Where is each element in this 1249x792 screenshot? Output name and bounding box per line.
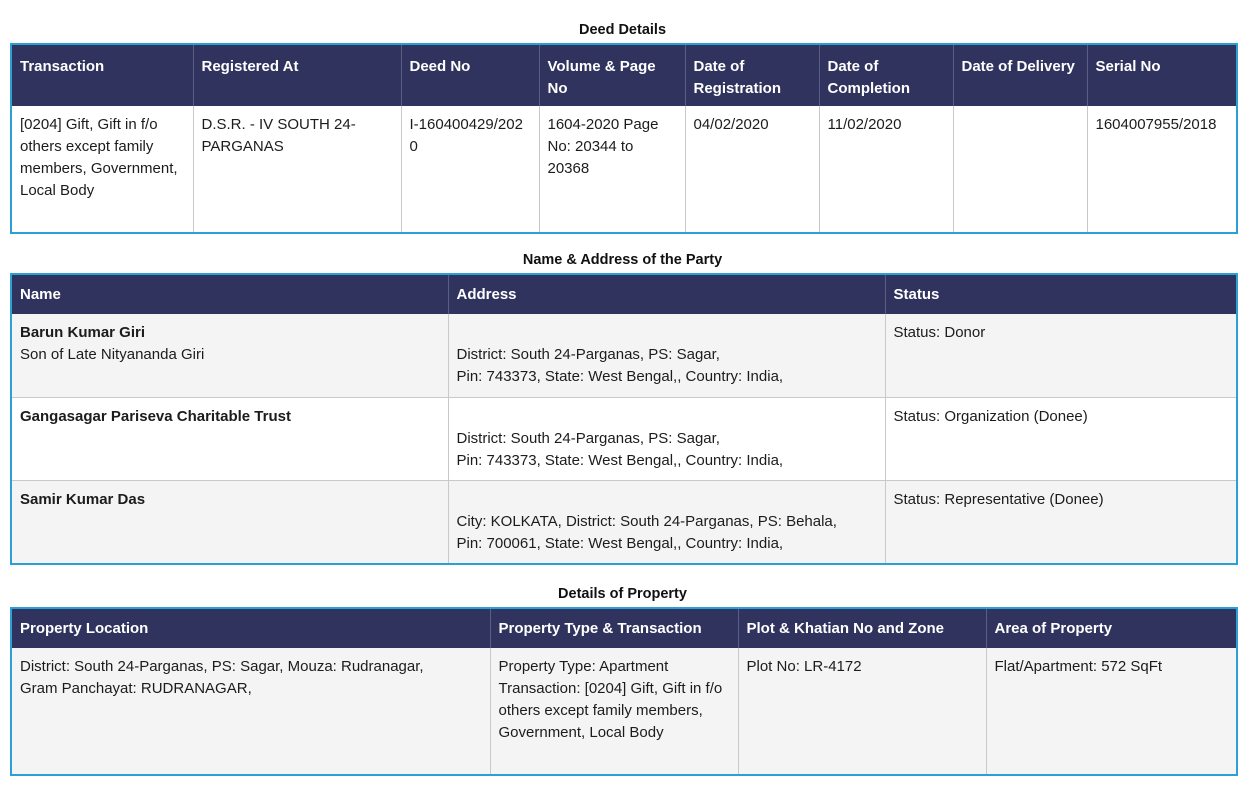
party-status: Status: Donor [885,314,1237,397]
col-serial-no: Serial No [1087,44,1237,106]
col-area: Area of Property [986,608,1237,648]
cell-date-completion: 11/02/2020 [819,106,953,233]
table-row [11,314,1237,397]
col-transaction: Transaction [11,44,193,106]
party-header-row [11,274,1237,314]
col-plot-khatian: Plot & Khatian No and Zone [738,608,986,648]
party-title: Name & Address of the Party [10,252,1235,268]
table-row [11,106,1237,233]
property-header-row [11,608,1237,648]
party-name: Barun Kumar Giri [20,324,146,342]
col-volume-page: Volume & Page No [539,44,685,106]
table-row [11,481,1237,564]
col-name: Name [11,274,448,314]
col-deed-no: Deed No [401,44,539,106]
cell-deed-no: I-160400429/2020 [401,106,539,233]
property-transaction: Transaction: [0204] Gift, Gift in f/o others except family members, Government, Local Body [498,680,723,741]
deed-header-row [11,44,1237,106]
cell-date-registration: 04/02/2020 [685,106,819,233]
cell-volume-page: 1604-2020 Page No: 20344 to 20368 [539,106,685,233]
address-line-2: Pin: 743373, State: West Bengal,, Country: India, [456,368,784,386]
cell-area: Flat/Apartment: 572 SqFt [986,648,1237,775]
col-registered-at: Registered At [193,44,401,106]
address-line-1: District: South 24-Parganas, PS: Sagar, [456,429,720,447]
property-title: Details of Property [10,586,1235,602]
cell-registered-at: D.S.R. - IV SOUTH 24-PARGANAS [193,106,401,233]
cell-serial-no: 1604007955/2018 [1095,116,1217,133]
property-table [10,607,1238,776]
col-date-completion: Date of Completion [819,44,953,106]
col-status: Status [885,274,1237,314]
party-name-cell [11,314,448,397]
party-address-cell [448,314,885,397]
table-row [11,397,1237,480]
party-address-cell [448,481,885,564]
table-row [11,648,1237,775]
property-type: Property Type: Apartment [498,658,669,675]
col-date-delivery: Date of Delivery [953,44,1087,106]
party-table [10,273,1238,565]
col-property-location: Property Location [11,608,490,648]
address-line-1: City: KOLKATA, District: South 24-Parganas, PS: Behala, [456,513,837,531]
cell-plot: Plot No: LR-4172 [738,648,986,775]
cell-property-location: District: South 24-Parganas, PS: Sagar, Mouza: Rudranagar, Gram Panchayat: RUDRANAGAR, [11,648,490,775]
cell-transaction: [0204] Gift, Gift in f/o others except family members, Government, Local Body [11,106,193,233]
party-name-cell [11,481,448,564]
party-status: Status: Representative (Donee) [885,481,1237,564]
address-line-2: Pin: 700061, State: West Bengal,, Country: India, [456,535,784,553]
party-name-cell [11,397,448,480]
party-relation: Son of Late Nityananda Giri [20,346,205,364]
col-date-registration: Date of Registration [685,44,819,106]
cell-date-delivery [953,106,1087,233]
party-name: Samir Kumar Das [20,491,146,509]
cell-property-type [490,648,738,775]
address-line-2: Pin: 743373, State: West Bengal,, Country: India, [456,451,784,469]
deed-details-table [10,43,1238,234]
col-address: Address [448,274,885,314]
deed-details-title: Deed Details [10,22,1235,38]
party-address-cell [448,397,885,480]
col-property-type: Property Type & Transaction [490,608,738,648]
address-line-1: District: South 24-Parganas, PS: Sagar, [456,346,720,364]
party-status: Status: Organization (Donee) [885,397,1237,480]
party-name: Gangasagar Pariseva Charitable Trust [20,407,291,425]
